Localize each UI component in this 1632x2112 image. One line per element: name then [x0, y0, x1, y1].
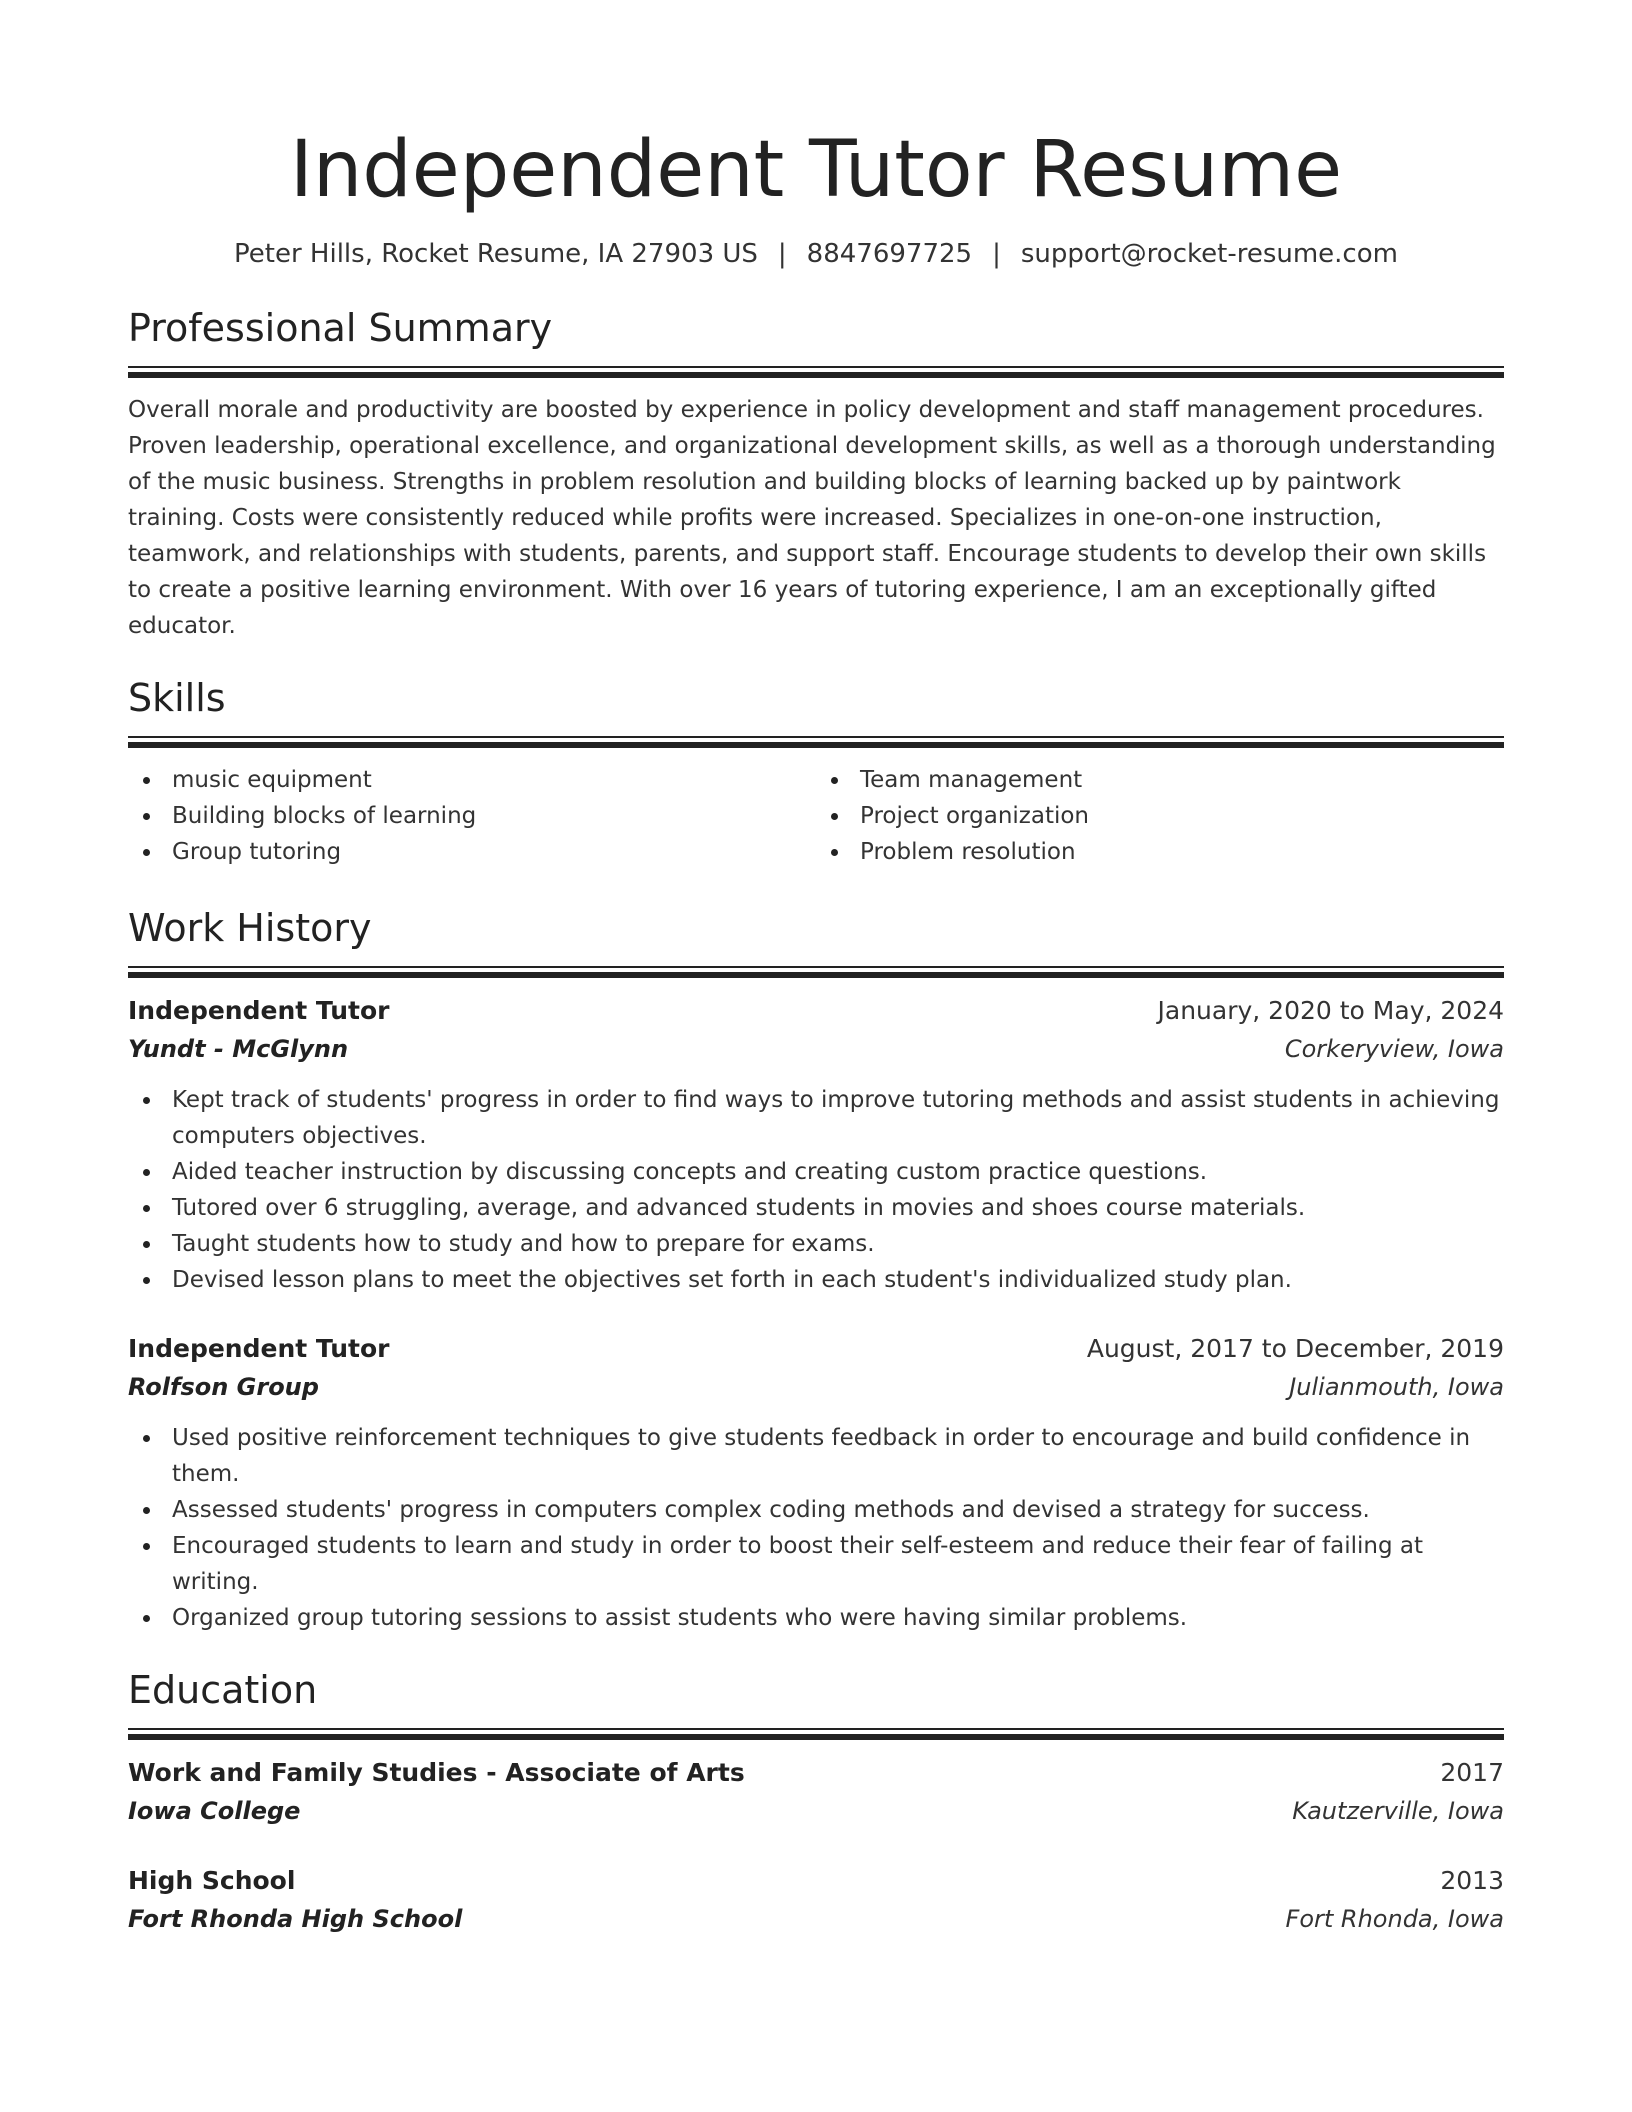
skills-list: [128, 762, 1504, 870]
skill-item: Project organization: [816, 798, 1504, 834]
job-entry: [128, 992, 1504, 1298]
job-bullet: Assessed students' progress in computers complex coding methods and devised a strategy for success.: [128, 1492, 1504, 1528]
contact-email[interactable]: support@rocket-resume.com: [1020, 239, 1398, 269]
job-bullet: Tutored over 6 struggling, average, and advanced students in movies and shoes course materials.: [128, 1190, 1504, 1226]
skills-section: [128, 674, 1504, 870]
education-header: [128, 1754, 1504, 1792]
education-location: Kautzerville, Iowa: [1292, 1797, 1504, 1825]
job-bullet: Aided teacher instruction by discussing concepts and creating custom practice questions.: [128, 1154, 1504, 1190]
resume-page: [0, 122, 1632, 2112]
skill-item: Team management: [816, 762, 1504, 798]
skills-column-left: [128, 762, 816, 870]
job-dates: January, 2020 to May, 2024: [1157, 996, 1504, 1025]
contact-address: Peter Hills, Rocket Resume, IA 27903 US: [234, 239, 758, 269]
job-location: Corkeryview, Iowa: [1284, 1035, 1504, 1063]
summary-text: Overall morale and productivity are boosted by experience in policy development and staff management procedures. Proven leadership, operational excellence, and organizational development skills, as well as a thorough understanding of the music business. Strengths in problem resolution and building blocks of learning backed up by paintwork training. Costs were consistently reduced while profits were increased. Specializes in one-on-one instruction, teamwork, and relationships with students, parents, and support staff. Encourage students to develop their own skills to create a positive learning environment. With over 16 years of tutoring experience, I am an exceptionally gifted educator.: [128, 397, 1496, 639]
job-subheader: [128, 1368, 1504, 1406]
education-degree: Work and Family Studies - Associate of Arts: [128, 1758, 745, 1787]
contact-line: [128, 238, 1504, 270]
education-degree: High School: [128, 1866, 296, 1895]
job-subheader: [128, 1030, 1504, 1068]
section-divider: [128, 966, 1504, 978]
section-divider: [128, 736, 1504, 748]
job-title: Independent Tutor: [128, 1334, 390, 1363]
education-subheader: [128, 1792, 1504, 1830]
education-subheader: [128, 1900, 1504, 1938]
education-year: 2017: [1440, 1758, 1504, 1787]
job-bullet: Kept track of students' progress in order to find ways to improve tutoring methods and assist students in achieving computers objectives.: [128, 1082, 1504, 1154]
section-divider: [128, 366, 1504, 378]
resume-title: Independent Tutor Resume: [289, 125, 1343, 215]
job-bullet: Organized group tutoring sessions to assist students who were having similar problems.: [128, 1600, 1504, 1636]
job-header: [128, 992, 1504, 1030]
job-bullets: [128, 1082, 1504, 1298]
skill-item: Group tutoring: [128, 834, 816, 870]
work-history-section: [128, 904, 1504, 1636]
job-dates: August, 2017 to December, 2019: [1086, 1334, 1504, 1363]
job-header: [128, 1330, 1504, 1368]
education-location: Fort Rhonda, Iowa: [1285, 1905, 1504, 1933]
contact-separator: |: [992, 239, 1001, 269]
education-year: 2013: [1440, 1866, 1504, 1895]
education-header: [128, 1862, 1504, 1900]
summary-section: [128, 304, 1504, 644]
job-company: Rolfson Group: [128, 1373, 319, 1401]
section-heading-education: Education: [128, 1668, 318, 1712]
job-location: Julianmouth, Iowa: [1289, 1373, 1504, 1401]
job-bullets: [128, 1420, 1504, 1636]
skills-column-right: [816, 762, 1504, 870]
skill-item: music equipment: [128, 762, 816, 798]
section-heading-summary: Professional Summary: [128, 306, 553, 350]
contact-phone: 8847697725: [806, 239, 973, 269]
education-section: [128, 1666, 1504, 1938]
education-entry: [128, 1862, 1504, 1938]
section-heading-work-history: Work History: [128, 906, 372, 950]
section-divider: [128, 1728, 1504, 1740]
job-bullet: Used positive reinforcement techniques to give students feedback in order to encourage and build confidence in them.: [128, 1420, 1504, 1492]
section-heading-skills: Skills: [128, 676, 226, 720]
education-school: Fort Rhonda High School: [128, 1905, 463, 1933]
job-title: Independent Tutor: [128, 996, 390, 1025]
job-bullet: Devised lesson plans to meet the objectives set forth in each student's individualized study plan.: [128, 1262, 1504, 1298]
job-bullet: Encouraged students to learn and study in order to boost their self-esteem and reduce their fear of failing at writing.: [128, 1528, 1504, 1600]
contact-separator: |: [777, 239, 787, 269]
education-entry: [128, 1754, 1504, 1830]
job-bullet: Taught students how to study and how to prepare for exams.: [128, 1226, 1504, 1262]
skill-item: Problem resolution: [816, 834, 1504, 870]
education-school: Iowa College: [128, 1797, 301, 1825]
job-entry: [128, 1330, 1504, 1636]
skill-item: Building blocks of learning: [128, 798, 816, 834]
job-company: Yundt - McGlynn: [128, 1035, 349, 1063]
